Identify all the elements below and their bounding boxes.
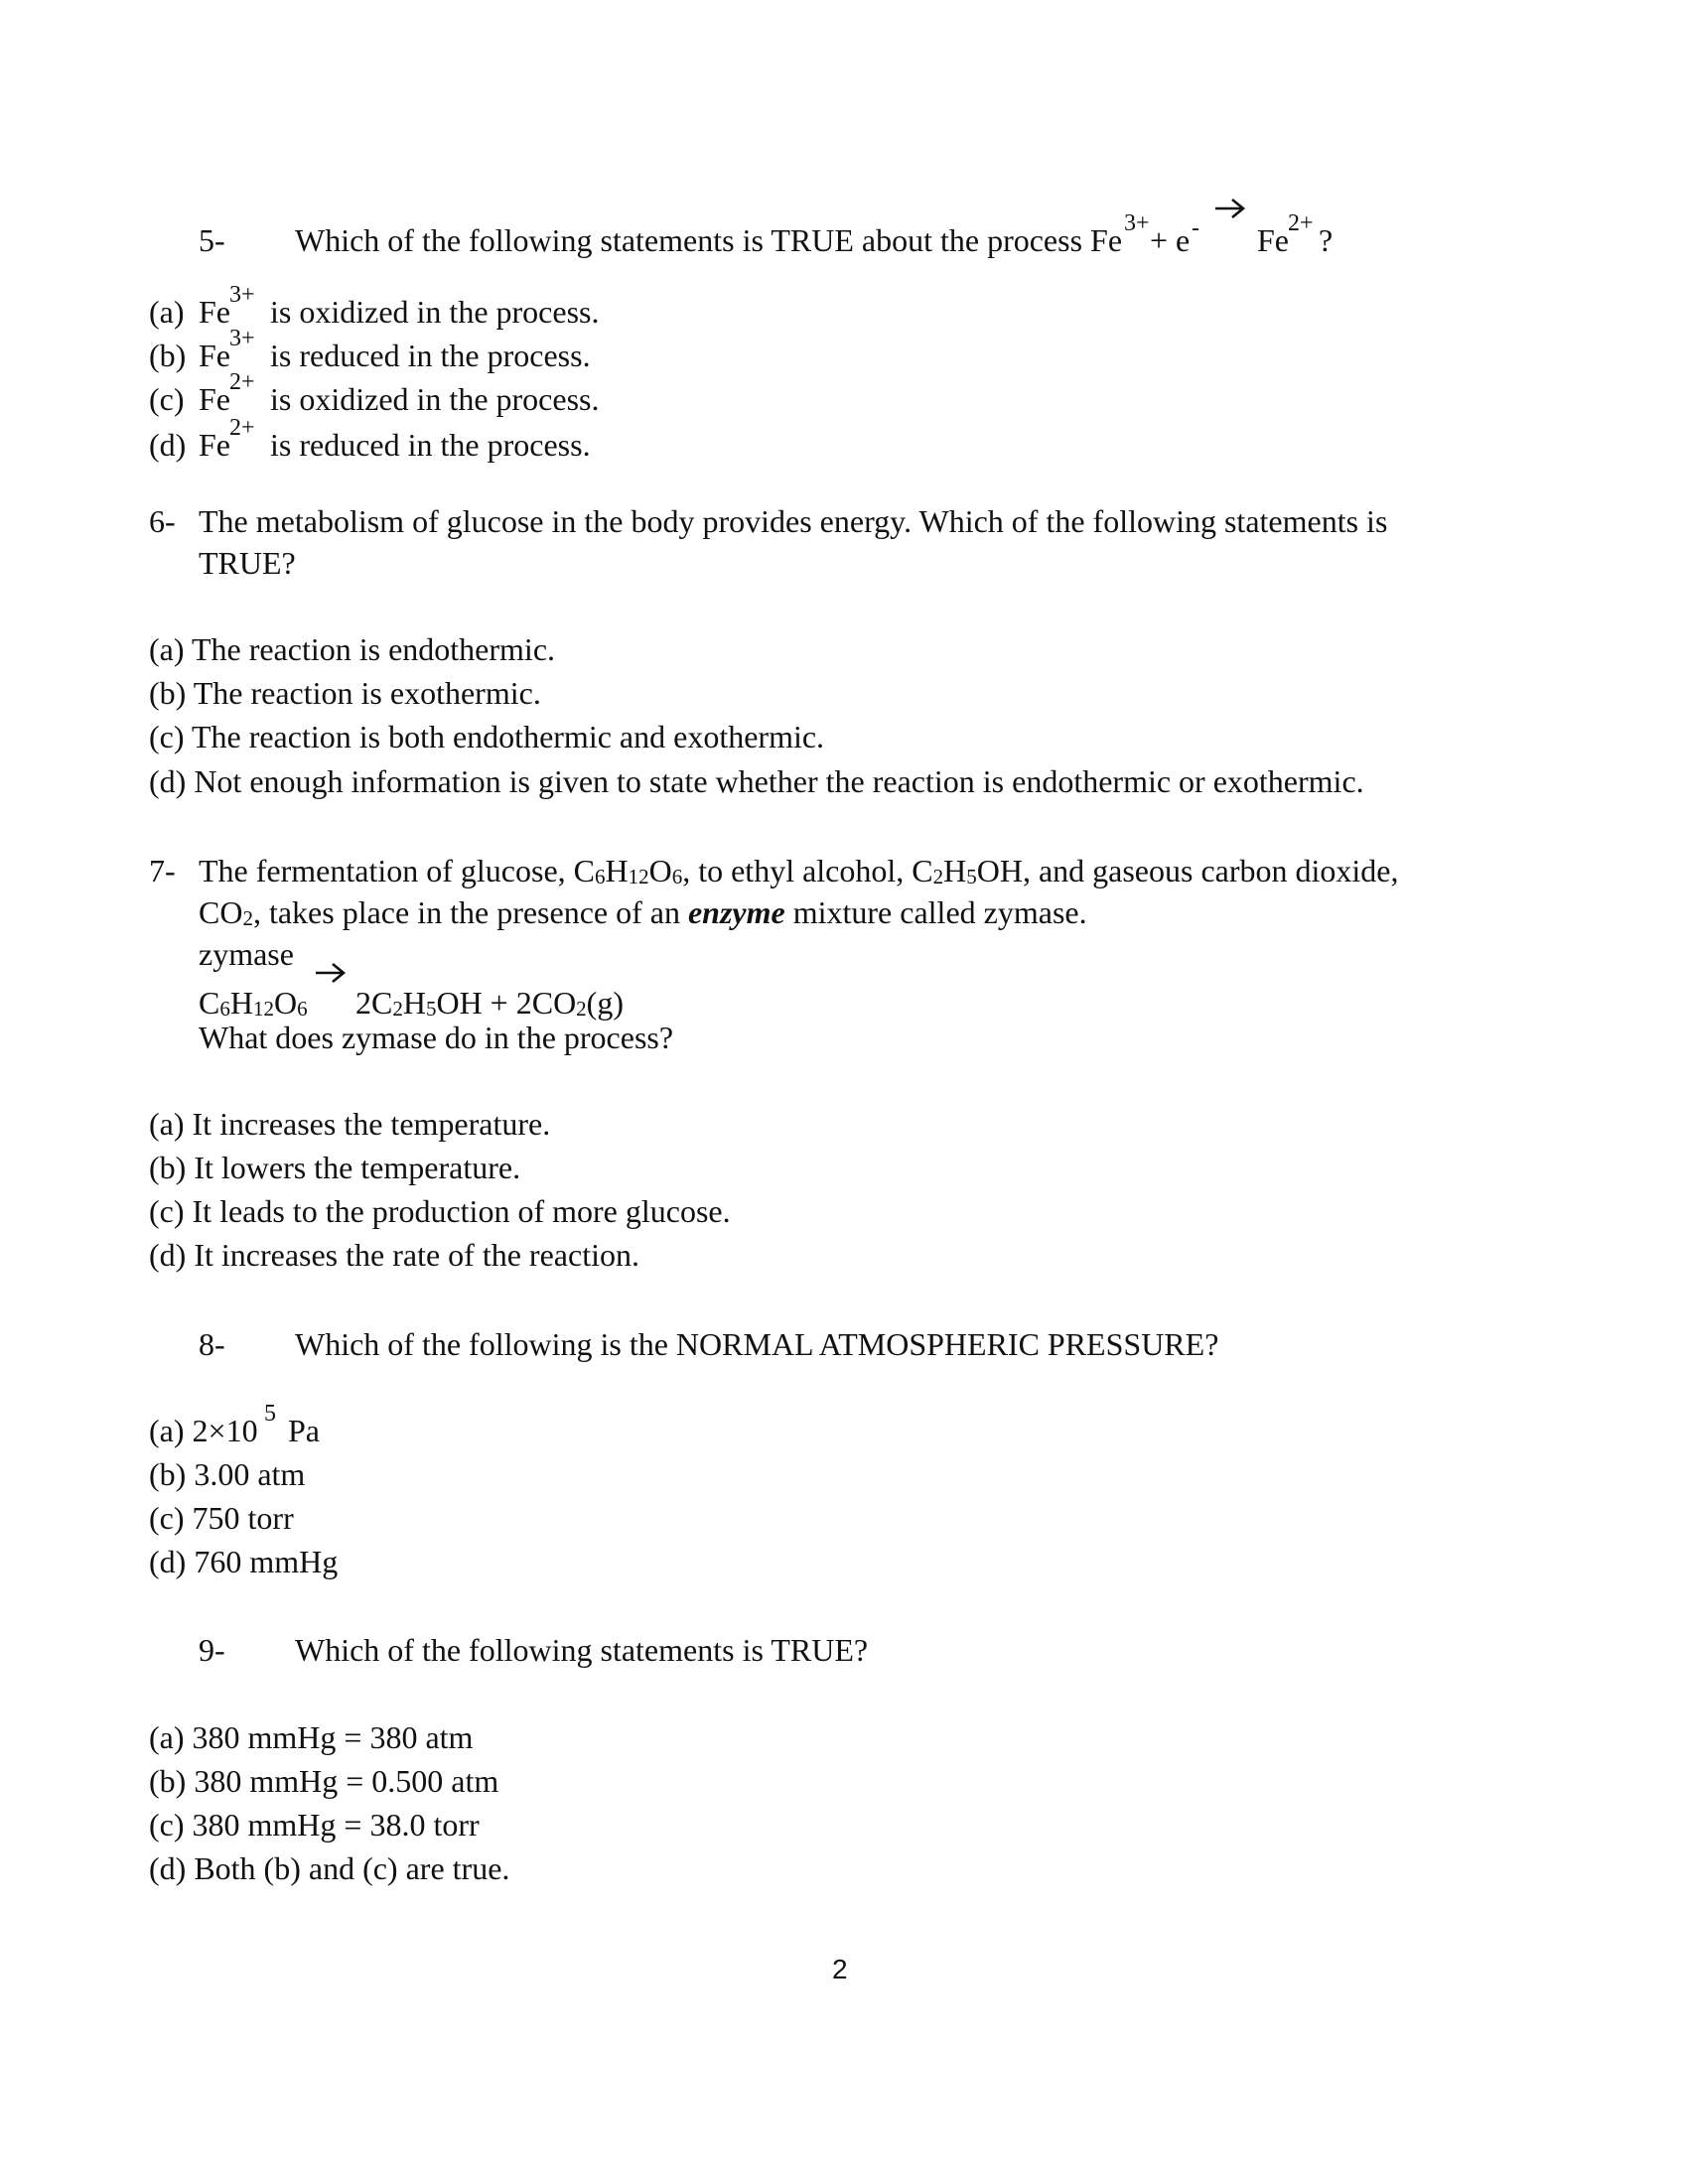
q8-option-a: (a) 2×10 [149, 1413, 258, 1448]
q6-number: 6- [149, 503, 176, 539]
q9-option-a: (a) 380 mmHg = 380 atm [149, 1719, 474, 1755]
q7-option-b: (b) It lowers the temperature. [149, 1150, 521, 1185]
option-charge: 2+ [229, 415, 255, 441]
q9-option-c: (c) 380 mmHg = 38.0 torr [149, 1807, 480, 1843]
q7-option-d: (d) It increases the rate of the reaction. [149, 1237, 639, 1273]
q6-stem-line2: TRUE? [199, 545, 296, 581]
q9-stem: Which of the following statements is TRUE? [295, 1632, 869, 1668]
q6-stem-line1: The metabolism of glucose in the body provides energy. Which of the following statements is [199, 503, 1388, 539]
q9-option-d: (d) Both (b) and (c) are true. [149, 1850, 510, 1886]
q8-option-c: (c) 750 torr [149, 1500, 294, 1536]
option-label: (c) [149, 381, 185, 417]
q7-stem-line2: CO2, takes place in the presence of an enzyme mixture called zymase. [199, 894, 1087, 930]
q8-option-a-exponent: 5 [264, 1401, 276, 1427]
q6-option-d: (d) Not enough information is given to state whether the reaction is endothermic or exothermic. [149, 763, 1364, 799]
option-label: (d) [149, 427, 187, 463]
q7-option-c: (c) It leads to the production of more glucose. [149, 1193, 731, 1229]
q7-number: 7- [149, 853, 176, 888]
q9-option-b: (b) 380 mmHg = 0.500 atm [149, 1763, 499, 1799]
q5-product: Fe [1257, 222, 1289, 258]
q8-option-d: (d) 760 mmHg [149, 1544, 339, 1579]
option-charge: 3+ [229, 282, 255, 308]
q6-option-a: (a) The reaction is endothermic. [149, 631, 556, 667]
option-species: Fe [199, 338, 230, 373]
reaction-arrow-icon [1213, 197, 1247, 220]
q7-products: 2C2H5OH + 2CO2(g) [355, 985, 624, 1021]
q5-stem: Which of the following statements is TRUE about the process Fe [295, 222, 1123, 258]
reaction-arrow-icon [314, 961, 348, 985]
q5-charge-left: 3+ [1124, 210, 1150, 236]
option-charge: 3+ [229, 326, 255, 351]
option-species: Fe [199, 427, 230, 463]
q7-reactant: C6H12O6 [199, 985, 308, 1021]
option-species: Fe [199, 294, 230, 330]
q7-catalyst-label: zymase [199, 936, 294, 972]
q5-question-mark: ? [1319, 222, 1334, 258]
q8-option-a-unit: Pa [288, 1413, 320, 1448]
q7-option-a: (a) It increases the temperature. [149, 1106, 551, 1142]
q5-number: 5- [199, 222, 225, 258]
q7-question: What does zymase do in the process? [199, 1020, 674, 1055]
q8-number: 8- [199, 1326, 225, 1362]
q7-stem-line1: The fermentation of glucose, C6H12O6, to ethyl alcohol, C2H5OH, and gaseous carbon dioxide, [199, 853, 1399, 888]
q5-plus-electron: + e [1150, 222, 1191, 258]
q6-option-c: (c) The reaction is both endothermic and exothermic. [149, 719, 825, 754]
q5-electron-charge: - [1192, 215, 1199, 241]
option-species: Fe [199, 381, 230, 417]
q6-option-b: (b) The reaction is exothermic. [149, 675, 541, 711]
q5-charge-right: 2+ [1288, 210, 1314, 236]
option-text: is oxidized in the process. [270, 294, 600, 330]
option-text: is reduced in the process. [270, 338, 591, 373]
q9-number: 9- [199, 1632, 225, 1668]
option-label: (a) [149, 294, 185, 330]
option-text: is reduced in the process. [270, 427, 591, 463]
option-text: is oxidized in the process. [270, 381, 600, 417]
page-number: 2 [832, 1954, 848, 1984]
option-label: (b) [149, 338, 187, 373]
q8-stem: Which of the following is the NORMAL ATMOSPHERIC PRESSURE? [295, 1326, 1219, 1362]
option-charge: 2+ [229, 369, 255, 395]
q8-option-b: (b) 3.00 atm [149, 1456, 306, 1492]
